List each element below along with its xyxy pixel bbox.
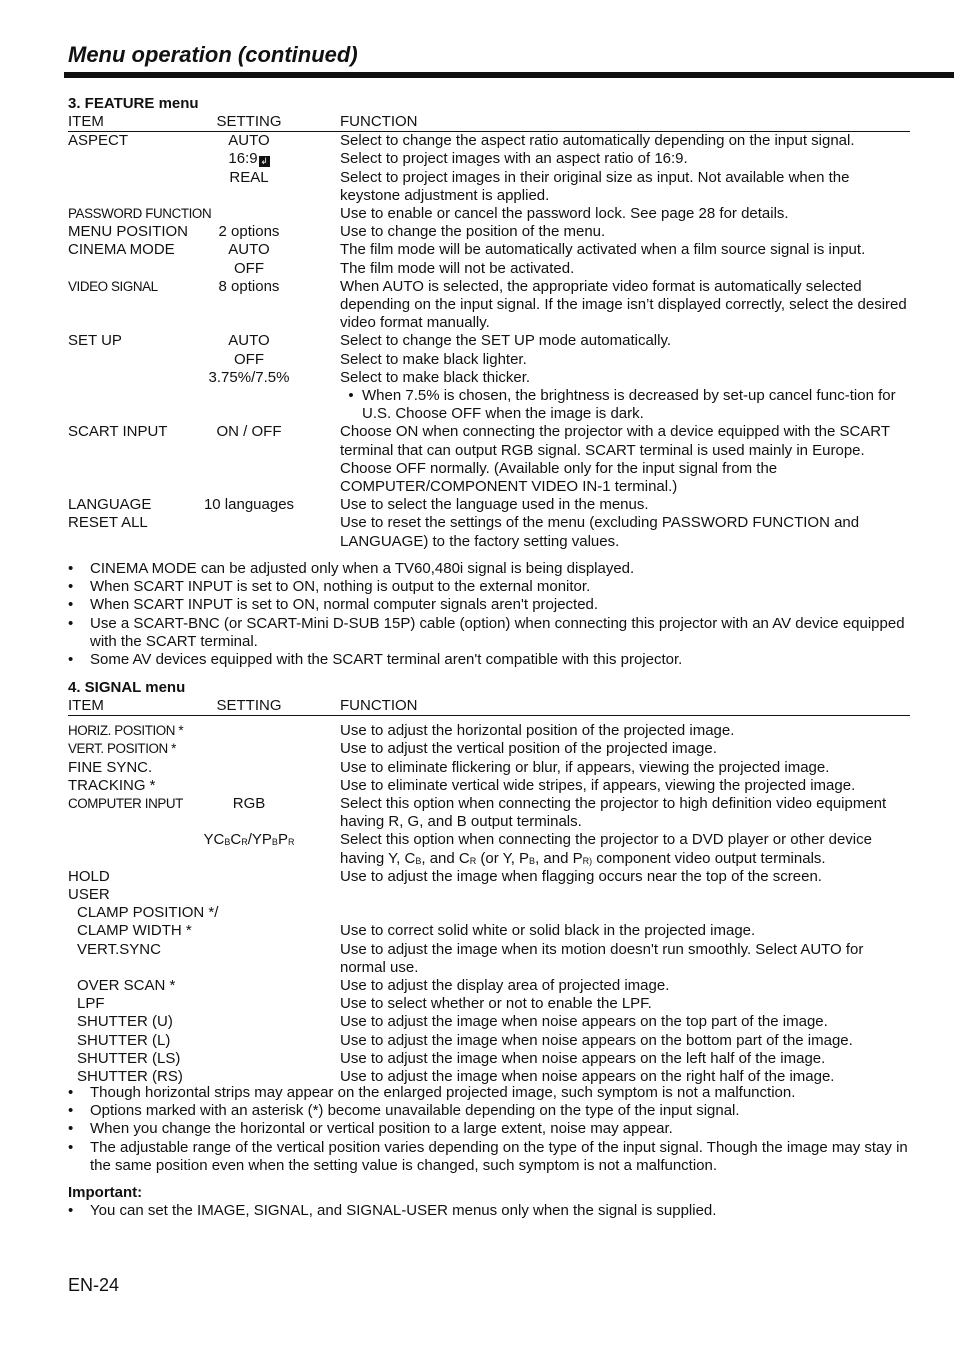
feature-table-header xyxy=(68,113,910,132)
item-label: SET UP xyxy=(68,332,122,350)
table-row xyxy=(68,132,910,205)
title-rule xyxy=(64,72,954,78)
item-label: LANGUAGE xyxy=(68,496,152,514)
table-row xyxy=(68,941,910,977)
function-text: Use to adjust the vertical position of the projected image. xyxy=(340,740,717,758)
function-text: Select to change the SET UP mode automatically. xyxy=(340,332,672,350)
item-label: SHUTTER (RS) xyxy=(77,1068,183,1086)
item-label: RESET ALL xyxy=(68,514,148,532)
table-row xyxy=(68,1032,910,1050)
item-label: SCART INPUT xyxy=(68,423,168,441)
item-label: SHUTTER (U) xyxy=(77,1013,173,1031)
signal-notes xyxy=(68,1084,918,1175)
function-text: Use to eliminate vertical wide stripes, if appears, viewing the projected image. xyxy=(340,776,856,794)
table-row xyxy=(68,423,910,496)
setting-value: REAL xyxy=(229,168,269,186)
item-label: LPF xyxy=(77,995,105,1013)
item-label: HORIZ. POSITION * xyxy=(68,723,184,739)
important-section xyxy=(68,1184,918,1220)
function-text: Choose ON when connecting the projector with a device equipped with the SCART terminal that can output RGB signal. SCART terminal is used mainly in Europe. Choose OFF normally. (Available only for the input signal from the COMPUTER/COMPONENT VIDEO IN-1 terminal.) xyxy=(340,423,890,496)
list-item: • Options marked with an asterisk (*) become unavailable depending on the type of the input signal. xyxy=(68,1102,740,1120)
function-text: Use to eliminate flickering or blur, if appears, viewing the projected image. xyxy=(340,758,830,776)
table-row xyxy=(68,795,910,831)
function-text: Select to make black thicker. xyxy=(340,368,531,386)
table-row xyxy=(68,514,910,550)
header-function: FUNCTION xyxy=(340,697,418,715)
setting-value: AUTO xyxy=(228,241,270,259)
list-item: • Some AV devices equipped with the SCART terminal aren't compatible with this projector. xyxy=(68,651,683,669)
function-text: Use to select the language used in the menus. xyxy=(340,496,649,514)
bullet-dot: • xyxy=(68,1138,74,1156)
setting-value: OFF xyxy=(234,259,264,277)
page-title: Menu operation (continued) xyxy=(68,42,358,67)
table-row xyxy=(68,1013,910,1031)
function-text: Select to change the aspect ratio automatically depending on the input signal. xyxy=(340,132,855,150)
signal-table-header xyxy=(68,697,910,716)
table-row xyxy=(68,777,910,795)
item-label: HOLD xyxy=(68,867,110,885)
function-text: Select this option when connecting the projector to a DVD player or other device having Y, C xyxy=(340,831,872,867)
page-number: EN-24 xyxy=(68,1275,120,1295)
bullet-dot: • xyxy=(348,387,354,405)
bullet-dot: • xyxy=(68,578,74,596)
bullet-dot: • xyxy=(68,1202,74,1220)
table-row xyxy=(68,868,910,886)
function-text: Use to reset the settings of the menu (excluding PASSWORD FUNCTION and LANGUAGE) to the factory setting values. xyxy=(340,514,860,550)
table-row xyxy=(68,886,910,904)
function-text: Select this option when connecting the projector to high definition video equipment having R, G, and B output terminals. xyxy=(340,795,887,831)
table-row xyxy=(68,332,910,423)
setting-value: 2 options xyxy=(218,223,280,241)
setting-value: ON / OFF xyxy=(216,423,282,441)
list-item: • When SCART INPUT is set to ON, nothing is output to the external monitor. xyxy=(68,578,591,596)
header-setting: SETTING xyxy=(216,113,282,131)
bullet-dot: • xyxy=(68,1084,74,1101)
function-text: Select to make black lighter. xyxy=(340,350,527,368)
table-row xyxy=(68,1050,910,1068)
setting-value: 16:9 xyxy=(228,150,258,168)
signal-menu-title: 4. SIGNAL menu xyxy=(68,679,186,696)
setting-value: AUTO xyxy=(228,332,270,350)
table-row xyxy=(68,759,910,777)
header-item: ITEM xyxy=(68,113,104,131)
function-text: Use to change the position of the menu. xyxy=(340,223,606,241)
list-item: • The adjustable range of the vertical position varies depending on the type of the input signal. Though the image may stay in the same position even when the setting value is changed, such symptom is not a malfunction. xyxy=(68,1138,908,1174)
function-text: Select to project images with an aspect ratio of 16:9. xyxy=(340,150,688,168)
table-row xyxy=(68,278,910,333)
bullet-dot: • xyxy=(68,651,74,669)
function-text: Use to adjust the horizontal position of the projected image. xyxy=(340,722,735,740)
header-setting: SETTING xyxy=(216,697,282,715)
item-label: MENU POSITION xyxy=(68,223,189,241)
function-text: When AUTO is selected, the appropriate video format is automatically selected depending on the input signal. If the image isn’t displayed correctly, select the desired video format manually. xyxy=(340,277,907,332)
feature-menu-title: 3. FEATURE menu xyxy=(68,95,199,112)
list-item: • You can set the IMAGE, SIGNAL, and SIGNAL-USER menus only when the signal is supplied. xyxy=(68,1202,717,1220)
table-row xyxy=(68,241,910,277)
function-text: Use to enable or cancel the password lock. See page 28 for details. xyxy=(340,205,789,223)
enter-icon: ↲ xyxy=(260,156,268,167)
setting-value: OFF xyxy=(234,350,264,368)
function-text: The film mode will not be activated. xyxy=(340,259,575,277)
table-row xyxy=(68,904,910,922)
list-item: • Use a SCART-BNC (or SCART-Mini D-SUB 15P) cable (option) when connecting this projector with an AV device equipped with the SCART terminal. xyxy=(68,614,905,650)
item-label: FINE SYNC. xyxy=(68,758,153,776)
item-label: TRACKING * xyxy=(68,776,156,794)
feature-menu-section xyxy=(68,95,910,551)
table-row xyxy=(68,722,910,740)
setting-value: 3.75%/7.5% xyxy=(208,368,290,386)
function-text: Use to adjust the image when noise appears on the bottom part of the image. xyxy=(340,1031,853,1049)
item-label: PASSWORD FUNCTION xyxy=(68,206,212,222)
function-text: Use to select whether or not to enable the LPF. xyxy=(340,995,652,1013)
item-label: ASPECT xyxy=(68,132,129,150)
setting-value: 10 languages xyxy=(203,496,295,514)
list-item: • When SCART INPUT is set to ON, normal computer signals aren't projected. xyxy=(68,596,599,614)
item-label: CLAMP POSITION */ xyxy=(77,904,219,922)
header-function: FUNCTION xyxy=(340,113,418,131)
feature-notes xyxy=(68,560,918,669)
setting-value: RGB xyxy=(232,795,266,813)
item-label: VERT.SYNC xyxy=(77,940,161,958)
function-text: Use to correct solid white or solid black in the projected image. xyxy=(340,922,756,940)
list-item: • CINEMA MODE can be adjusted only when a TV60,480i signal is being displayed. xyxy=(68,560,635,577)
bullet-dot: • xyxy=(68,560,74,577)
item-label: COMPUTER INPUT xyxy=(68,796,183,812)
item-label: OVER SCAN * xyxy=(77,977,176,995)
bullet-dot: • xyxy=(68,1102,74,1120)
function-text: When 7.5% is chosen, the brightness is decreased by set-up cancel func-tion for U.S. Choose OFF when the image is dark. xyxy=(362,387,896,423)
sub-bullet xyxy=(340,387,910,423)
function-text: Use to adjust the image when noise appears on the left half of the image. xyxy=(340,1049,826,1067)
signal-menu-section xyxy=(68,679,910,1086)
setting-value: AUTO xyxy=(228,132,270,150)
list-item: • Though horizontal strips may appear on the enlarged projected image, such symptom is not a malfunction. xyxy=(68,1084,796,1101)
table-row xyxy=(68,223,910,241)
setting-value: 8 options xyxy=(218,277,280,295)
item-label: VERT. POSITION * xyxy=(68,741,176,757)
item-label: SHUTTER (L) xyxy=(77,1031,171,1049)
bullet-dot: • xyxy=(68,614,74,632)
table-row xyxy=(68,995,910,1013)
table-row: $YC_BC_R/YP_BP_R$ Select this option when connecting the projector to a DVD player or other device having Y, $C_B$, and $C_R$ (or Y, $P_B$, and $P_{R)}$ component video output terminals. xyxy=(68,831,910,867)
item-label: VIDEO SIGNAL xyxy=(68,278,158,294)
item-label: CINEMA MODE xyxy=(68,241,175,259)
function-text: The film mode will be automatically activated when a film source signal is input. xyxy=(340,241,866,259)
item-label: SHUTTER (LS) xyxy=(77,1049,181,1067)
table-row xyxy=(68,977,910,995)
header-item: ITEM xyxy=(68,697,104,715)
function-text: Use to adjust the image when noise appears on the top part of the image. xyxy=(340,1013,828,1031)
item-label: USER xyxy=(68,886,110,904)
function-text: Use to adjust the image when noise appears on the right half of the image. xyxy=(340,1068,835,1086)
function-text: Select to project images in their original size as input. Not available when the keystone adjustment is applied. xyxy=(340,168,850,204)
list-item: • When you change the horizontal or vertical position to a large extent, noise may appear. xyxy=(68,1120,673,1138)
function-text: Use to adjust the image when its motion doesn't run smoothly. Select AUTO for normal use. xyxy=(340,940,864,976)
item-label: CLAMP WIDTH * xyxy=(77,922,192,940)
table-row xyxy=(68,205,910,223)
setting-value: $YC_BC_R/YP_BP_R$ xyxy=(203,831,295,849)
bullet-dot: • xyxy=(68,596,74,614)
function-text: Use to adjust the image when flagging occurs near the top of the screen. xyxy=(340,867,822,885)
table-row xyxy=(68,922,910,940)
function-text: Use to adjust the display area of projected image. xyxy=(340,977,670,995)
bullet-dot: • xyxy=(68,1120,74,1138)
table-row xyxy=(68,496,910,514)
table-row xyxy=(68,740,910,758)
important-title: Important: xyxy=(68,1184,143,1201)
